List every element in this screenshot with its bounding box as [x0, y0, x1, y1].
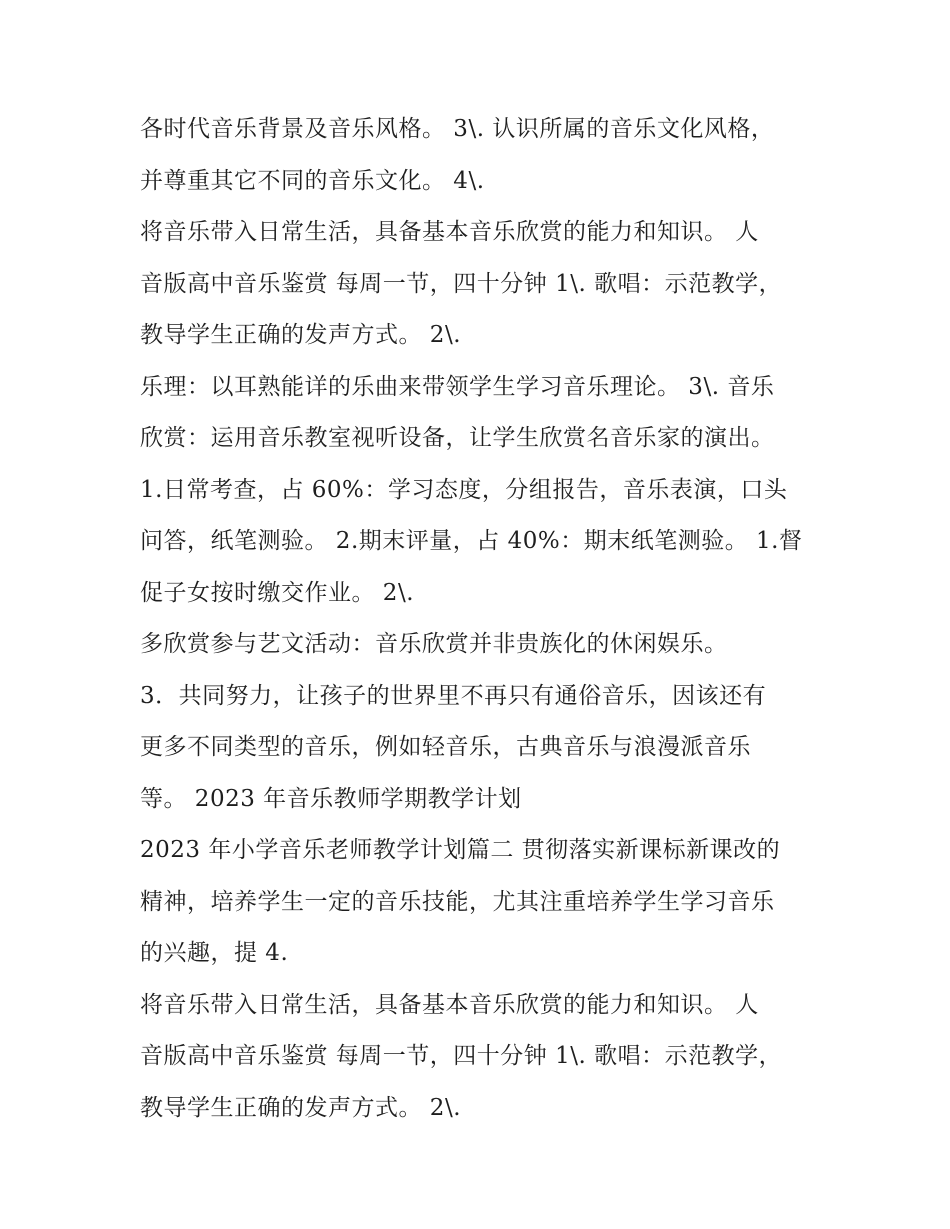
text-line-16: 精神，培养学生一定的音乐技能，尤其注重培养学生学习音乐: [140, 888, 775, 915]
text-line-12: 3．共同努力，让孩子的世界里不再只有通俗音乐，因该还有: [140, 682, 767, 709]
body-text: [140, 104, 820, 1134]
text-line-13: 更多不同类型的音乐，例如轻音乐，古典音乐与浪漫派音乐: [140, 734, 751, 760]
text-line-5: 教导学生正确的发声方式。 2\.: [140, 322, 462, 348]
text-line-10: 促子女按时缴交作业。 2\.: [140, 579, 415, 606]
text-line-14: 等。 2023 年音乐教师学期教学计划: [140, 785, 522, 812]
text-line-4: 音版高中音乐鉴赏 每周一节，四十分钟 1\. 歌唱：示范教学，: [140, 270, 783, 297]
text-line-15: 2023 年小学音乐老师教学计划篇二 贯彻落实新课标新课改的: [140, 837, 781, 863]
text-line-2: 并尊重其它不同的音乐文化。 4\.: [140, 167, 485, 194]
text-line-1: 各时代音乐背景及音乐风格。 3\. 认识所属的音乐文化风格，: [140, 116, 775, 142]
text-line-20: 教导学生正确的发声方式。 2\.: [140, 1094, 462, 1121]
text-line-18: 将音乐带入日常生活，具备基本音乐欣赏的能力和知识。 人: [140, 991, 759, 1018]
text-line-8: 1.日常考查，占 60%：学习态度，分组报告，音乐表演，口头: [140, 476, 788, 503]
text-line-6: 乐理：以耳熟能详的乐曲来带领学生学习音乐理论。 3\. 音乐: [140, 373, 775, 400]
text-line-11: 多欣赏参与艺文活动：音乐欣赏并非贵族化的休闲娱乐。: [140, 631, 728, 657]
text-line-7: 欣赏：运用音乐教室视听设备，让学生欣赏名音乐家的演出。: [140, 425, 775, 451]
text-line-17: 的兴趣，提 4.: [140, 940, 289, 966]
text-line-3: 将音乐带入日常生活，具备基本音乐欣赏的能力和知识。 人: [140, 219, 759, 245]
text-line-19: 音版高中音乐鉴赏 每周一节，四十分钟 1\. 歌唱：示范教学，: [140, 1043, 783, 1069]
text-line-9: 问答，纸笔测验。 2.期末评量，占 40%：期末纸笔测验。 1.督: [140, 528, 803, 554]
